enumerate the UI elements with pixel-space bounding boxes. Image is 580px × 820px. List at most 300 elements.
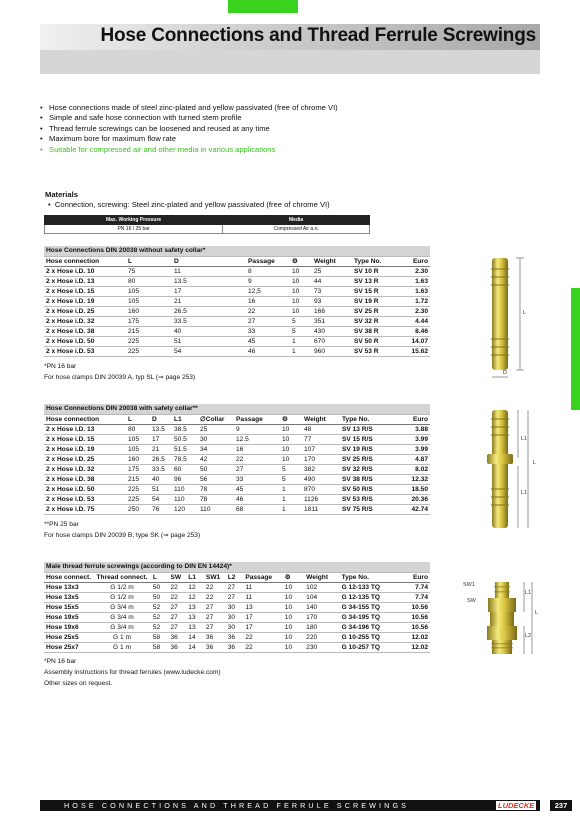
table-cell: 58	[151, 632, 169, 642]
table-cell: 12.5	[234, 434, 280, 444]
table-cell: 10	[283, 642, 304, 652]
feature-item: • Thread ferrule screwings can be loosened and reused at any time	[40, 124, 338, 134]
column-header: L1	[172, 414, 198, 424]
table-cell: 42.74	[390, 504, 430, 514]
table-cell: G 10-255 TQ	[340, 632, 393, 642]
table-cell: G 1 m	[93, 632, 151, 642]
table-cell: 225	[126, 346, 172, 356]
table-cell: 36	[226, 642, 244, 652]
table-cell: 670	[312, 336, 352, 346]
table-cell: 2 x Hose i.D. 19	[44, 296, 126, 306]
table-cell: SV 50 R	[352, 336, 396, 346]
table-hose-connections-collar	[44, 404, 430, 515]
table-cell: SV 38 R	[352, 326, 396, 336]
table-cell: 1126	[302, 494, 340, 504]
table-cell: 382	[302, 464, 340, 474]
table-cell: 27	[169, 612, 187, 622]
table-cell: 2 x Hose i.D. 13	[44, 424, 126, 434]
column-header: SW	[169, 572, 187, 582]
table-cell: SV 32 R	[352, 316, 396, 326]
table-cell: 13	[186, 612, 204, 622]
table-cell: 44	[312, 276, 352, 286]
table-cell: 12.02	[393, 642, 430, 652]
table-row	[44, 642, 430, 652]
dim-label-L: L	[523, 310, 527, 316]
table-cell: 78	[198, 484, 234, 494]
table-cell: 17	[150, 434, 172, 444]
table-cell: 14.07	[396, 336, 430, 346]
table-cell: 52	[151, 612, 169, 622]
table-cell: 2 x Hose i.D. 10	[44, 266, 126, 276]
table-cell: 110	[198, 504, 234, 514]
table-cell: 7.74	[393, 592, 430, 602]
table-cell: 2 x Hose i.D. 53	[44, 346, 126, 356]
table-row	[44, 316, 430, 326]
feature-item: • Hose connections made of steel zinc-plated and yellow passivated (free of chrome VI)	[40, 103, 338, 113]
table-cell: 14	[186, 632, 204, 642]
table-cell: 2 x Hose i.D. 19	[44, 444, 126, 454]
table-row	[44, 474, 430, 484]
table-cell: 7.74	[393, 582, 430, 592]
materials-section	[45, 190, 330, 210]
materials-item-text: Connection, screwing: Steel zinc-plated and yellow passivated (free of chrome VI)	[54, 200, 330, 209]
table-cell: 60	[172, 464, 198, 474]
table-cell: SV 25 R	[352, 306, 396, 316]
table-cell: 27	[169, 602, 187, 612]
table-cell: 27	[204, 612, 226, 622]
column-header: Euro	[390, 414, 430, 424]
table-cell: 225	[126, 494, 150, 504]
dim-label-L1-top: L1	[521, 436, 528, 442]
table-cell: 80	[126, 424, 150, 434]
dim-label-L-collar: L	[533, 460, 537, 466]
table-cell: SV 38 R/S	[340, 474, 390, 484]
brand-logo: LUDECKE	[498, 801, 535, 810]
table-cell: 5	[290, 316, 312, 326]
table-cell: 42	[198, 454, 234, 464]
table-row	[44, 582, 430, 592]
table-cell: 17	[243, 612, 282, 622]
table-cell: G 3/4 m	[93, 622, 151, 632]
table-cell: 30	[226, 612, 244, 622]
table-cell: 51.5	[172, 444, 198, 454]
column-header: L1	[186, 572, 204, 582]
table-cell: G 1/2 m	[93, 582, 151, 592]
table-row	[44, 504, 430, 514]
table-cell: 27	[246, 316, 290, 326]
table-cell: 10	[280, 434, 302, 444]
table-cell: 166	[312, 306, 352, 316]
table-cell: 26.5	[172, 306, 246, 316]
feature-list	[40, 103, 338, 155]
table-row	[44, 266, 430, 276]
table-cell: Hose 19x5	[44, 612, 93, 622]
table-cell: 22	[169, 592, 187, 602]
table-caption: Male thread ferrule screwings (according to DIN EN 14424)*	[44, 562, 430, 572]
table-cell: 10	[283, 632, 304, 642]
table-row	[44, 276, 430, 286]
table-cell: 5	[280, 464, 302, 474]
column-header: Passage	[246, 256, 290, 266]
footer-bar	[40, 800, 540, 811]
table-cell: G 1 m	[93, 642, 151, 652]
table-cell: 8.46	[396, 326, 430, 336]
table-cell: 2 x Hose i.D. 13	[44, 276, 126, 286]
table-cell: 58	[151, 642, 169, 652]
table-cell: 13.5	[150, 424, 172, 434]
table-cell: 21	[150, 444, 172, 454]
table-cell: 27	[234, 464, 280, 474]
table-cell: 73	[312, 286, 352, 296]
table-cell: 48	[302, 424, 340, 434]
table-cell: 10.56	[393, 602, 430, 612]
table-cell: 102	[304, 582, 339, 592]
media-value: Compressed Air a.o.	[223, 225, 370, 234]
table-cell: 27	[204, 622, 226, 632]
table-cell: 13.5	[172, 276, 246, 286]
dim-label-SW1: SW1	[463, 582, 475, 588]
column-header: Passage	[234, 414, 280, 424]
table-cell: 22	[204, 582, 226, 592]
table-row	[44, 612, 430, 622]
table-cell: 215	[126, 474, 150, 484]
table-cell: 78	[198, 494, 234, 504]
pressure-value: PN 16 / 25 bar	[45, 225, 223, 234]
table-cell: Hose 19x6	[44, 622, 93, 632]
table-cell: 2 x Hose i.D. 25	[44, 454, 126, 464]
column-header: Euro	[396, 256, 430, 266]
table-cell: 46	[246, 346, 290, 356]
table-cell: SV 19 R	[352, 296, 396, 306]
table-cell: 9	[246, 276, 290, 286]
table3-note-pn: *PN 16 bar	[44, 658, 77, 665]
hose-connector-plain-image	[486, 256, 546, 380]
table-row	[44, 326, 430, 336]
table-cell: 45	[246, 336, 290, 346]
table-row	[44, 336, 430, 346]
table-cell: 110	[172, 494, 198, 504]
table-cell: 15.62	[396, 346, 430, 356]
column-header: L	[126, 256, 172, 266]
table-cell: SV 19 R/S	[340, 444, 390, 454]
title-bar	[40, 24, 540, 50]
table-cell: 27	[169, 622, 187, 632]
column-header: Hose connection	[44, 414, 126, 424]
table-cell: 2 x Hose i.D. 32	[44, 316, 126, 326]
table-cell: 18.50	[390, 484, 430, 494]
table-cell: 4.44	[396, 316, 430, 326]
table-cell: 50	[151, 582, 169, 592]
table-cell: 33.5	[150, 464, 172, 474]
dim-label-L-ferrule: L	[535, 610, 539, 616]
table-cell: 215	[126, 326, 172, 336]
pressure-header: Max. Working Pressure	[45, 216, 223, 225]
table-cell: 870	[302, 484, 340, 494]
table-cell: 2 x Hose i.D. 32	[44, 464, 126, 474]
table-cell: 170	[302, 454, 340, 464]
table-cell: 1	[280, 504, 302, 514]
pressure-table	[44, 215, 370, 234]
table-cell: 22	[243, 632, 282, 642]
table-cell: Hose 25x7	[44, 642, 93, 652]
column-header: Type No.	[340, 414, 390, 424]
dim-label-L1-bottom: L1	[521, 490, 528, 496]
table-cell: 175	[126, 464, 150, 474]
table-cell: 10	[280, 454, 302, 464]
table-cell: 1.63	[396, 286, 430, 296]
table-cell: 54	[172, 346, 246, 356]
column-header: ⚙	[290, 256, 312, 266]
table-row	[44, 434, 430, 444]
table3-note-sizes: Other sizes on request.	[44, 680, 113, 687]
table-cell: 51	[150, 484, 172, 494]
column-header: L2	[226, 572, 244, 582]
column-header: L	[126, 414, 150, 424]
table-cell: 36	[226, 632, 244, 642]
table-cell: 40	[172, 326, 246, 336]
table-cell: 12.32	[390, 474, 430, 484]
table-cell: 8	[246, 266, 290, 276]
table-cell: 33	[246, 326, 290, 336]
table-cell: G 34-196 TQ	[340, 622, 393, 632]
table-cell: 36	[169, 632, 187, 642]
table-cell: 12	[186, 582, 204, 592]
table-cell: 10	[290, 306, 312, 316]
table-cell: 4.87	[390, 454, 430, 464]
table2-note-pn: **PN 25 bar	[44, 521, 79, 528]
table-cell: 30	[226, 602, 244, 612]
table-cell: 56	[198, 474, 234, 484]
table-cell: 10	[290, 296, 312, 306]
table-cell: 10	[283, 602, 304, 612]
table-cell: 10.56	[393, 622, 430, 632]
table-cell: Hose 13x3	[44, 582, 93, 592]
table-cell: 2 x Hose i.D. 75	[44, 504, 126, 514]
table-cell: 27	[204, 602, 226, 612]
table-cell: 50	[198, 464, 234, 474]
table-cell: 10	[280, 444, 302, 454]
table-cell: 3.99	[390, 434, 430, 444]
table-cell: 11	[172, 266, 246, 276]
column-header: Hose connect.	[46, 573, 92, 581]
table-cell: 1	[280, 484, 302, 494]
table3-note-assembly: Assembly instructions for thread ferrules (www.ludecke.com)	[44, 669, 221, 676]
feature-item: • Maximum bore for maximum flow rate	[40, 134, 338, 144]
table-cell: 2 x Hose i.D. 15	[44, 286, 126, 296]
table-cell: 105	[126, 296, 172, 306]
table-cell: 140	[304, 602, 339, 612]
table-cell: 490	[302, 474, 340, 484]
table-cell: 105	[126, 444, 150, 454]
table-row	[44, 622, 430, 632]
table-cell: SV 13 R/S	[340, 424, 390, 434]
table-cell: 33	[234, 474, 280, 484]
top-green-tab	[228, 0, 298, 13]
table-cell: 105	[126, 434, 150, 444]
table-cell: G 3/4 m	[93, 602, 151, 612]
table-cell: 250	[126, 504, 150, 514]
table-cell: G 1/2 m	[93, 592, 151, 602]
table-cell: 21	[172, 296, 246, 306]
table-cell: 16	[234, 444, 280, 454]
table-cell: SV 13 R	[352, 276, 396, 286]
table-cell: 105	[126, 286, 172, 296]
table-cell: 13	[186, 602, 204, 612]
table-cell: 3.99	[390, 444, 430, 454]
table-cell: G 34-195 TQ	[340, 612, 393, 622]
table-cell: 120	[172, 504, 198, 514]
table-cell: G 12-133 TQ	[340, 582, 393, 592]
dim-label-D: D	[503, 370, 507, 376]
table-cell: 1811	[302, 504, 340, 514]
table-cell: 351	[312, 316, 352, 326]
table-row	[44, 602, 430, 612]
table-cell: 2 x Hose i.D. 50	[44, 336, 126, 346]
table-cell: 80	[126, 276, 172, 286]
table-cell: G 3/4 m	[93, 612, 151, 622]
table-cell: 45	[234, 484, 280, 494]
table-row	[44, 444, 430, 454]
table-row	[44, 494, 430, 504]
table-cell: 11	[243, 592, 282, 602]
table-cell: 14	[186, 642, 204, 652]
table-cell: 160	[126, 454, 150, 464]
table-cell: 33.5	[172, 316, 246, 326]
table-cell: SV 53 R/S	[340, 494, 390, 504]
table-cell: 76	[150, 504, 172, 514]
table-cell: 25	[312, 266, 352, 276]
table-cell: 107	[302, 444, 340, 454]
table-cell: 22	[204, 592, 226, 602]
table-cell: 12.02	[393, 632, 430, 642]
table-cell: 2 x Hose i.D. 50	[44, 484, 126, 494]
table-cell: 34	[198, 444, 234, 454]
table-cell: 22	[246, 306, 290, 316]
table-cell: 36	[204, 632, 226, 642]
table-cell: 175	[126, 316, 172, 326]
column-header: D	[150, 414, 172, 424]
table-cell: G 10-257 TQ	[340, 642, 393, 652]
table-cell: 78.5	[172, 454, 198, 464]
column-header: Hose connection	[44, 256, 126, 266]
table-cell: 17	[243, 622, 282, 632]
table-cell: 10	[290, 276, 312, 286]
table-cell: 1	[290, 336, 312, 346]
table-cell: 27	[226, 582, 244, 592]
table-cell: 2.30	[396, 266, 430, 276]
table-cell: 5	[290, 326, 312, 336]
table-cell: 38.5	[172, 424, 198, 434]
table1-note-clamps: For hose clamps DIN 20039 A, typ SL (⇒ page 253)	[44, 374, 196, 381]
column-header: L	[151, 572, 169, 582]
dim-label-SW: SW	[467, 598, 476, 604]
table-row	[44, 296, 430, 306]
column-header: Weight	[312, 256, 352, 266]
side-green-marker	[571, 288, 580, 410]
table-cell: 10	[283, 582, 304, 592]
table-cell: 52	[151, 622, 169, 632]
table-cell: 10	[280, 424, 302, 434]
table-row	[44, 306, 430, 316]
table-cell: G 34-155 TQ	[340, 602, 393, 612]
table-cell: 110	[172, 484, 198, 494]
dim-label-L1-ferrule: L1	[525, 590, 532, 596]
table-cell: 30	[226, 622, 244, 632]
table-cell: 20.36	[390, 494, 430, 504]
table-cell: Hose 25x5	[44, 632, 93, 642]
table-row	[44, 346, 430, 356]
table-cell: 10	[290, 266, 312, 276]
table-cell: 8.02	[390, 464, 430, 474]
table-cell: 68	[234, 504, 280, 514]
page-number: 237	[550, 800, 572, 811]
table-cell: 230	[304, 642, 339, 652]
table-cell: G 12-135 TQ	[340, 592, 393, 602]
table-cell: 40	[150, 474, 172, 484]
table-cell: 170	[304, 612, 339, 622]
table-row	[44, 592, 430, 602]
table-cell: SV 15 R/S	[340, 434, 390, 444]
table-cell: SV 15 R	[352, 286, 396, 296]
table-cell: 10	[283, 592, 304, 602]
page-title: Hose Connections and Thread Ferrule Screwings	[100, 25, 536, 46]
table-cell: 51	[172, 336, 246, 346]
thread-ferrule-screwing-image	[484, 580, 544, 656]
table-cell: 46	[234, 494, 280, 504]
table-cell: 2 x Hose i.D. 25	[44, 306, 126, 316]
table-cell: 13	[186, 622, 204, 632]
table-cell: 13	[243, 602, 282, 612]
table-cell: 430	[312, 326, 352, 336]
table-cell: 10	[290, 286, 312, 296]
table-cell: 25	[198, 424, 234, 434]
table-cell: 11	[243, 582, 282, 592]
table-row	[44, 484, 430, 494]
table-cell: 26.5	[150, 454, 172, 464]
table-cell: 1.63	[396, 276, 430, 286]
table-row	[44, 632, 430, 642]
table-cell: 2 x Hose i.D. 38	[44, 326, 126, 336]
table-cell: SV 53 R	[352, 346, 396, 356]
table-cell: 93	[312, 296, 352, 306]
column-header: SW1	[204, 572, 226, 582]
column-header: Type No.	[340, 572, 393, 582]
column-header: Weight	[304, 572, 339, 582]
table-cell: SV 32 R/S	[340, 464, 390, 474]
table-hose-connections-plain	[44, 246, 430, 357]
column-header: Passage	[243, 572, 282, 582]
table-cell: 30	[198, 434, 234, 444]
table-cell: 2 x Hose i.D. 53	[44, 494, 126, 504]
table-cell: 52	[151, 602, 169, 612]
table-cell: 225	[126, 484, 150, 494]
table-cell: 22	[243, 642, 282, 652]
table-cell: SV 10 R	[352, 266, 396, 276]
table1-note-pn: *PN 16 bar	[44, 363, 77, 370]
column-header: Type No.	[352, 256, 396, 266]
table-row	[44, 454, 430, 464]
column-header: Euro	[393, 572, 430, 582]
column-header: ∅Collar	[198, 414, 234, 424]
table-cell: 2.30	[396, 306, 430, 316]
table-cell: 16	[246, 296, 290, 306]
table-cell: 75	[126, 266, 172, 276]
table-cell: 2 x Hose i.D. 15	[44, 434, 126, 444]
table-cell: 22	[169, 582, 187, 592]
table-cell: 10	[283, 622, 304, 632]
table-cell: 36	[169, 642, 187, 652]
materials-item: • Connection, screwing: Steel zinc-plated and yellow passivated (free of chrome VI)	[48, 200, 330, 209]
